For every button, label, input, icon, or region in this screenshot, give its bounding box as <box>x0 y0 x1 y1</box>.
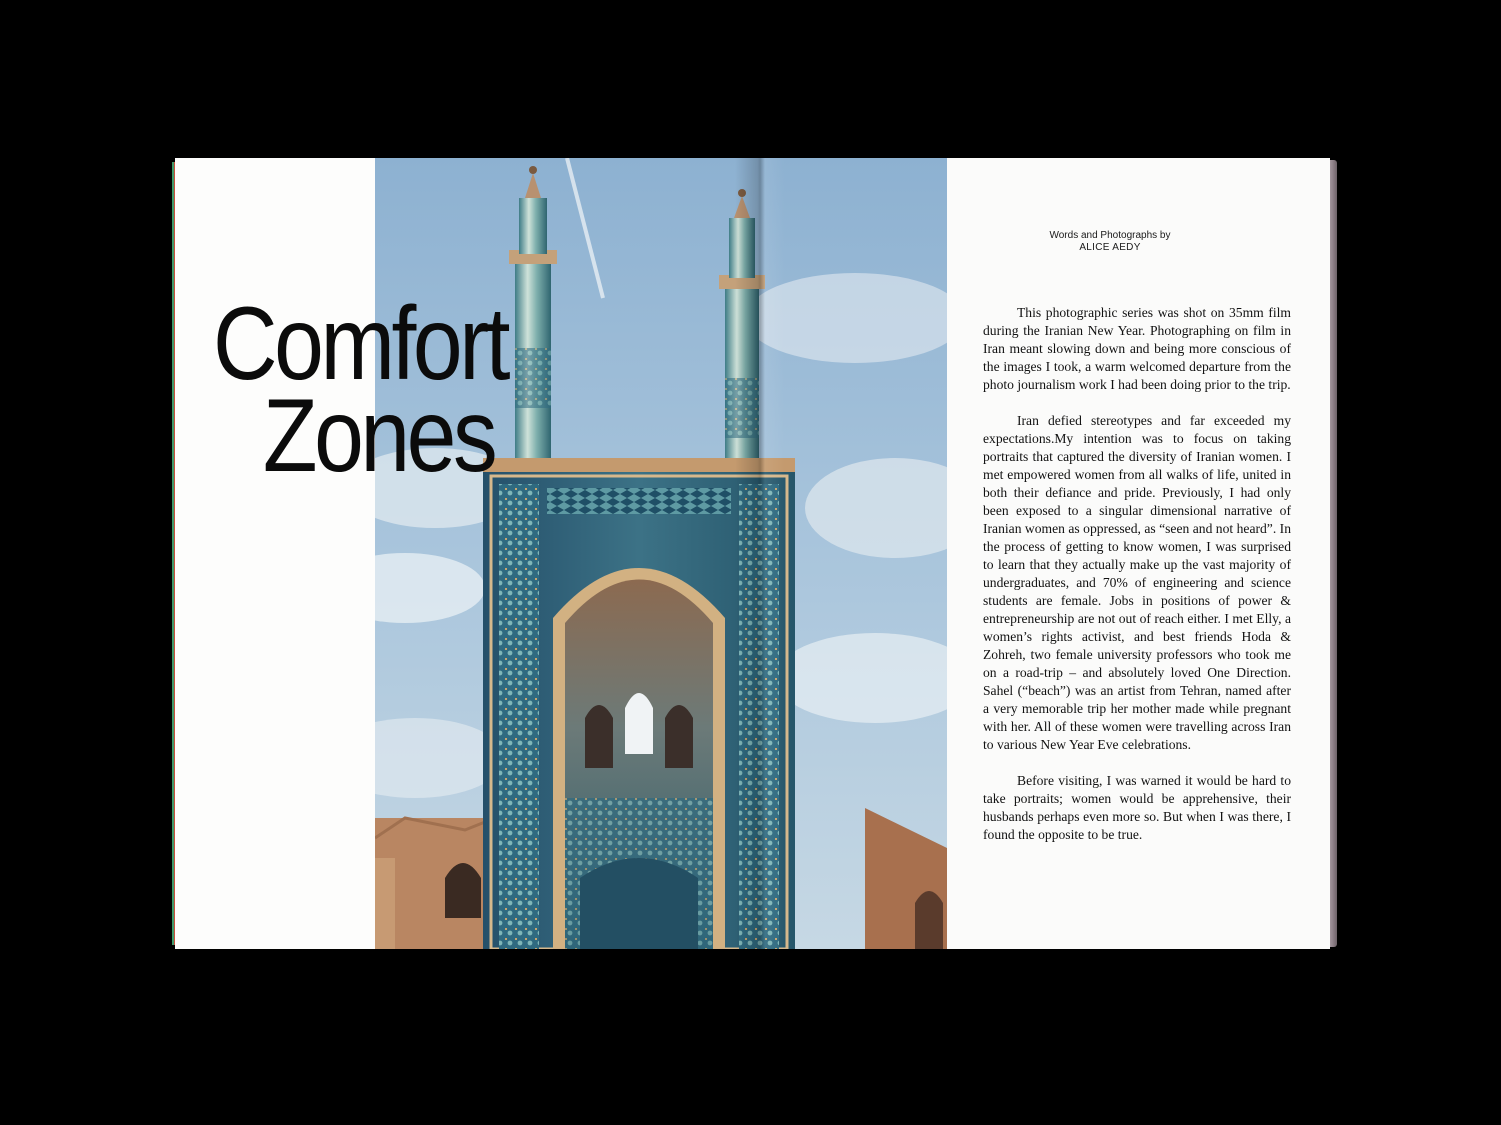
byline-author: ALICE AEDY <box>1079 242 1141 253</box>
article-title <box>213 286 507 494</box>
paragraph-1: This photographic series was shot on 35mm film during the Iranian New Year. Photographing on film in Iran meant slowing down and being more conscious of the images I took, a warm welcomed departure from the photo journalism work I had been doing prior to the trip. <box>983 305 1291 392</box>
article-body <box>983 304 1291 862</box>
paragraph-2: Iran defied stereotypes and far exceeded my expectations.My intention was to focus on taking portraits that captured the diversity of Iranian women. I met empowered women from all walks of life, united in both their defiance and pride. Previously, I had only been exposed to a singular dimensional narrative of Iranian women as oppressed, as “seen and not heard”. In the process of getting to know women, I was surprised to learn that they actually make up the vast majority of undergraduates, and 70% of engineering and science students are female. Jobs in positions of power & entrepreneurship are not out of reach either. I met Elly, a women’s rights activist, and best friends Hoda & Zohreh, two female university professors who took me on a road-trip – and absolutely loved One Direction. Sahel (“beach”) was an artist from Tehran, named after a very memorable trip her mother made while pregnant with her. All of these women were travelling across Iran to various New Year Eve celebrations. <box>983 413 1291 752</box>
title-line-2: Zones <box>262 378 495 494</box>
paragraph-3: Before visiting, I was warned it would be hard to take portraits; women would be apprehensive, their husbands perhaps even more so. But when I was there, I found the opposite to be true. <box>983 773 1291 842</box>
title-line-1: Comfort <box>213 286 507 402</box>
mosque-photo <box>375 158 947 949</box>
byline <box>945 230 1325 254</box>
byline-label: Words and Photographs by <box>1049 230 1171 241</box>
magazine-spread <box>175 158 1338 949</box>
